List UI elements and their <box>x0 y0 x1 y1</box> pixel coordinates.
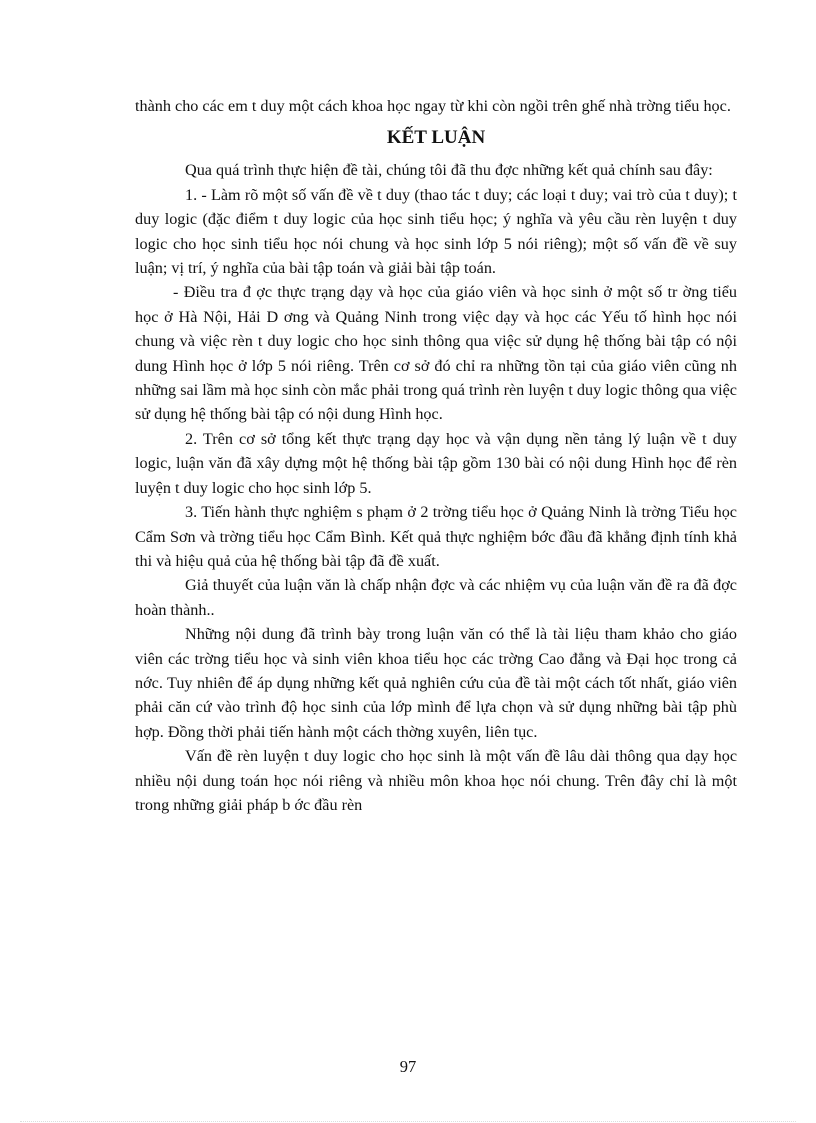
paragraph-closing: Vấn đề rèn luyện t duy logic cho học sinh là một vấn đề lâu dài thông qua dạy học nhiều nội dung toán học nói riêng và nhiều môn khoa học nói chung. Trên đây chỉ là một trong những giải pháp b ớc đầu rèn <box>135 747 737 814</box>
bottom-divider <box>20 1121 796 1122</box>
section-heading: KẾT LUẬN <box>386 127 486 149</box>
paragraph-result-2: 2. Trên cơ sở tổng kết thực trạng dạy học và vận dụng nền tảng lý luận về t duy logic, luận văn đã xây dựng một hệ thống bài tập gồm 130 bài có nội dung Hình học để rèn luyện t duy logic cho học sinh lớp 5. <box>135 429 737 497</box>
page-number: 97 <box>399 1057 417 1076</box>
paragraph-result-1: 1. - Làm rõ một số vấn đề về t duy (thao tác t duy; các loại t duy; vai trò của t duy); t duy logic (đặc điểm t duy logic của học sinh tiểu học; ý nghĩa và yêu cầu rèn luyện t duy logic cho học sinh tiểu học nói chung và học sinh lớp 5 nói riêng); một số vấn đề về suy luận; vị trí, ý nghĩa của bài tập toán và giải bài tập toán. <box>135 185 737 278</box>
paragraph-summary: Qua quá trình thực hiện đề tài, chúng tôi đã thu đợc những kết quả chính sau đây: <box>185 161 713 180</box>
document-body <box>135 94 737 817</box>
paragraph-result-3: 3. Tiến hành thực nghiệm s phạm ở 2 trờng tiểu học ở Quảng Ninh là trờng Tiểu học Cẩm Sơn và trờng tiểu học Cẩm Bình. Kết quả thực nghiệm bớc đầu đã khẳng định tính khả thi và hiệu quả của hệ thống bài tập đã đề xuất. <box>135 503 737 570</box>
paragraph-reference: Những nội dung đã trình bày trong luận văn có thể là tài liệu tham khảo cho giáo viên các trờng tiểu học và sinh viên khoa tiểu học các trờng Cao đẳng và Đại học trong cả nớc. Tuy nhiên để áp dụng những kết quả nghiên cứu của đề tài một cách tốt nhất, giáo viên phải căn cứ vào trình độ học sinh của lớp mình để lựa chọn và sử dụng những bài tập phù hợp. Đồng thời phải tiến hành một cách thờng xuyên, liên tục. <box>135 625 737 741</box>
paragraph-survey: - Điều tra đ ợc thực trạng dạy và học của giáo viên và học sinh ở một số tr ờng tiểu học ở Hà Nội, Hải D ơng và Quảng Ninh trong việc dạy và học các Yếu tố hình học nói chung và việc rèn t duy logic cho học sinh thông qua việc sử dụng hệ thống bài tập có nội dung Hình học ở lớp 5 nói riêng. Trên cơ sở đó chỉ ra những tồn tại của giáo viên cũng nh những sai lầm mà học sinh còn mắc phải trong quá trình rèn luyện t duy logic thông qua việc sử dụng hệ thống bài tập có nội dung Hình học. <box>135 283 737 424</box>
paragraph-hypothesis: Giả thuyết của luận văn là chấp nhận đợc và các nhiệm vụ của luận văn đề ra đã đợc hoàn thành.. <box>135 576 737 619</box>
intro-paragraph: thành cho các em t duy một cách khoa học ngay từ khi còn ngồi trên ghế nhà trờng tiểu học. <box>135 97 731 115</box>
